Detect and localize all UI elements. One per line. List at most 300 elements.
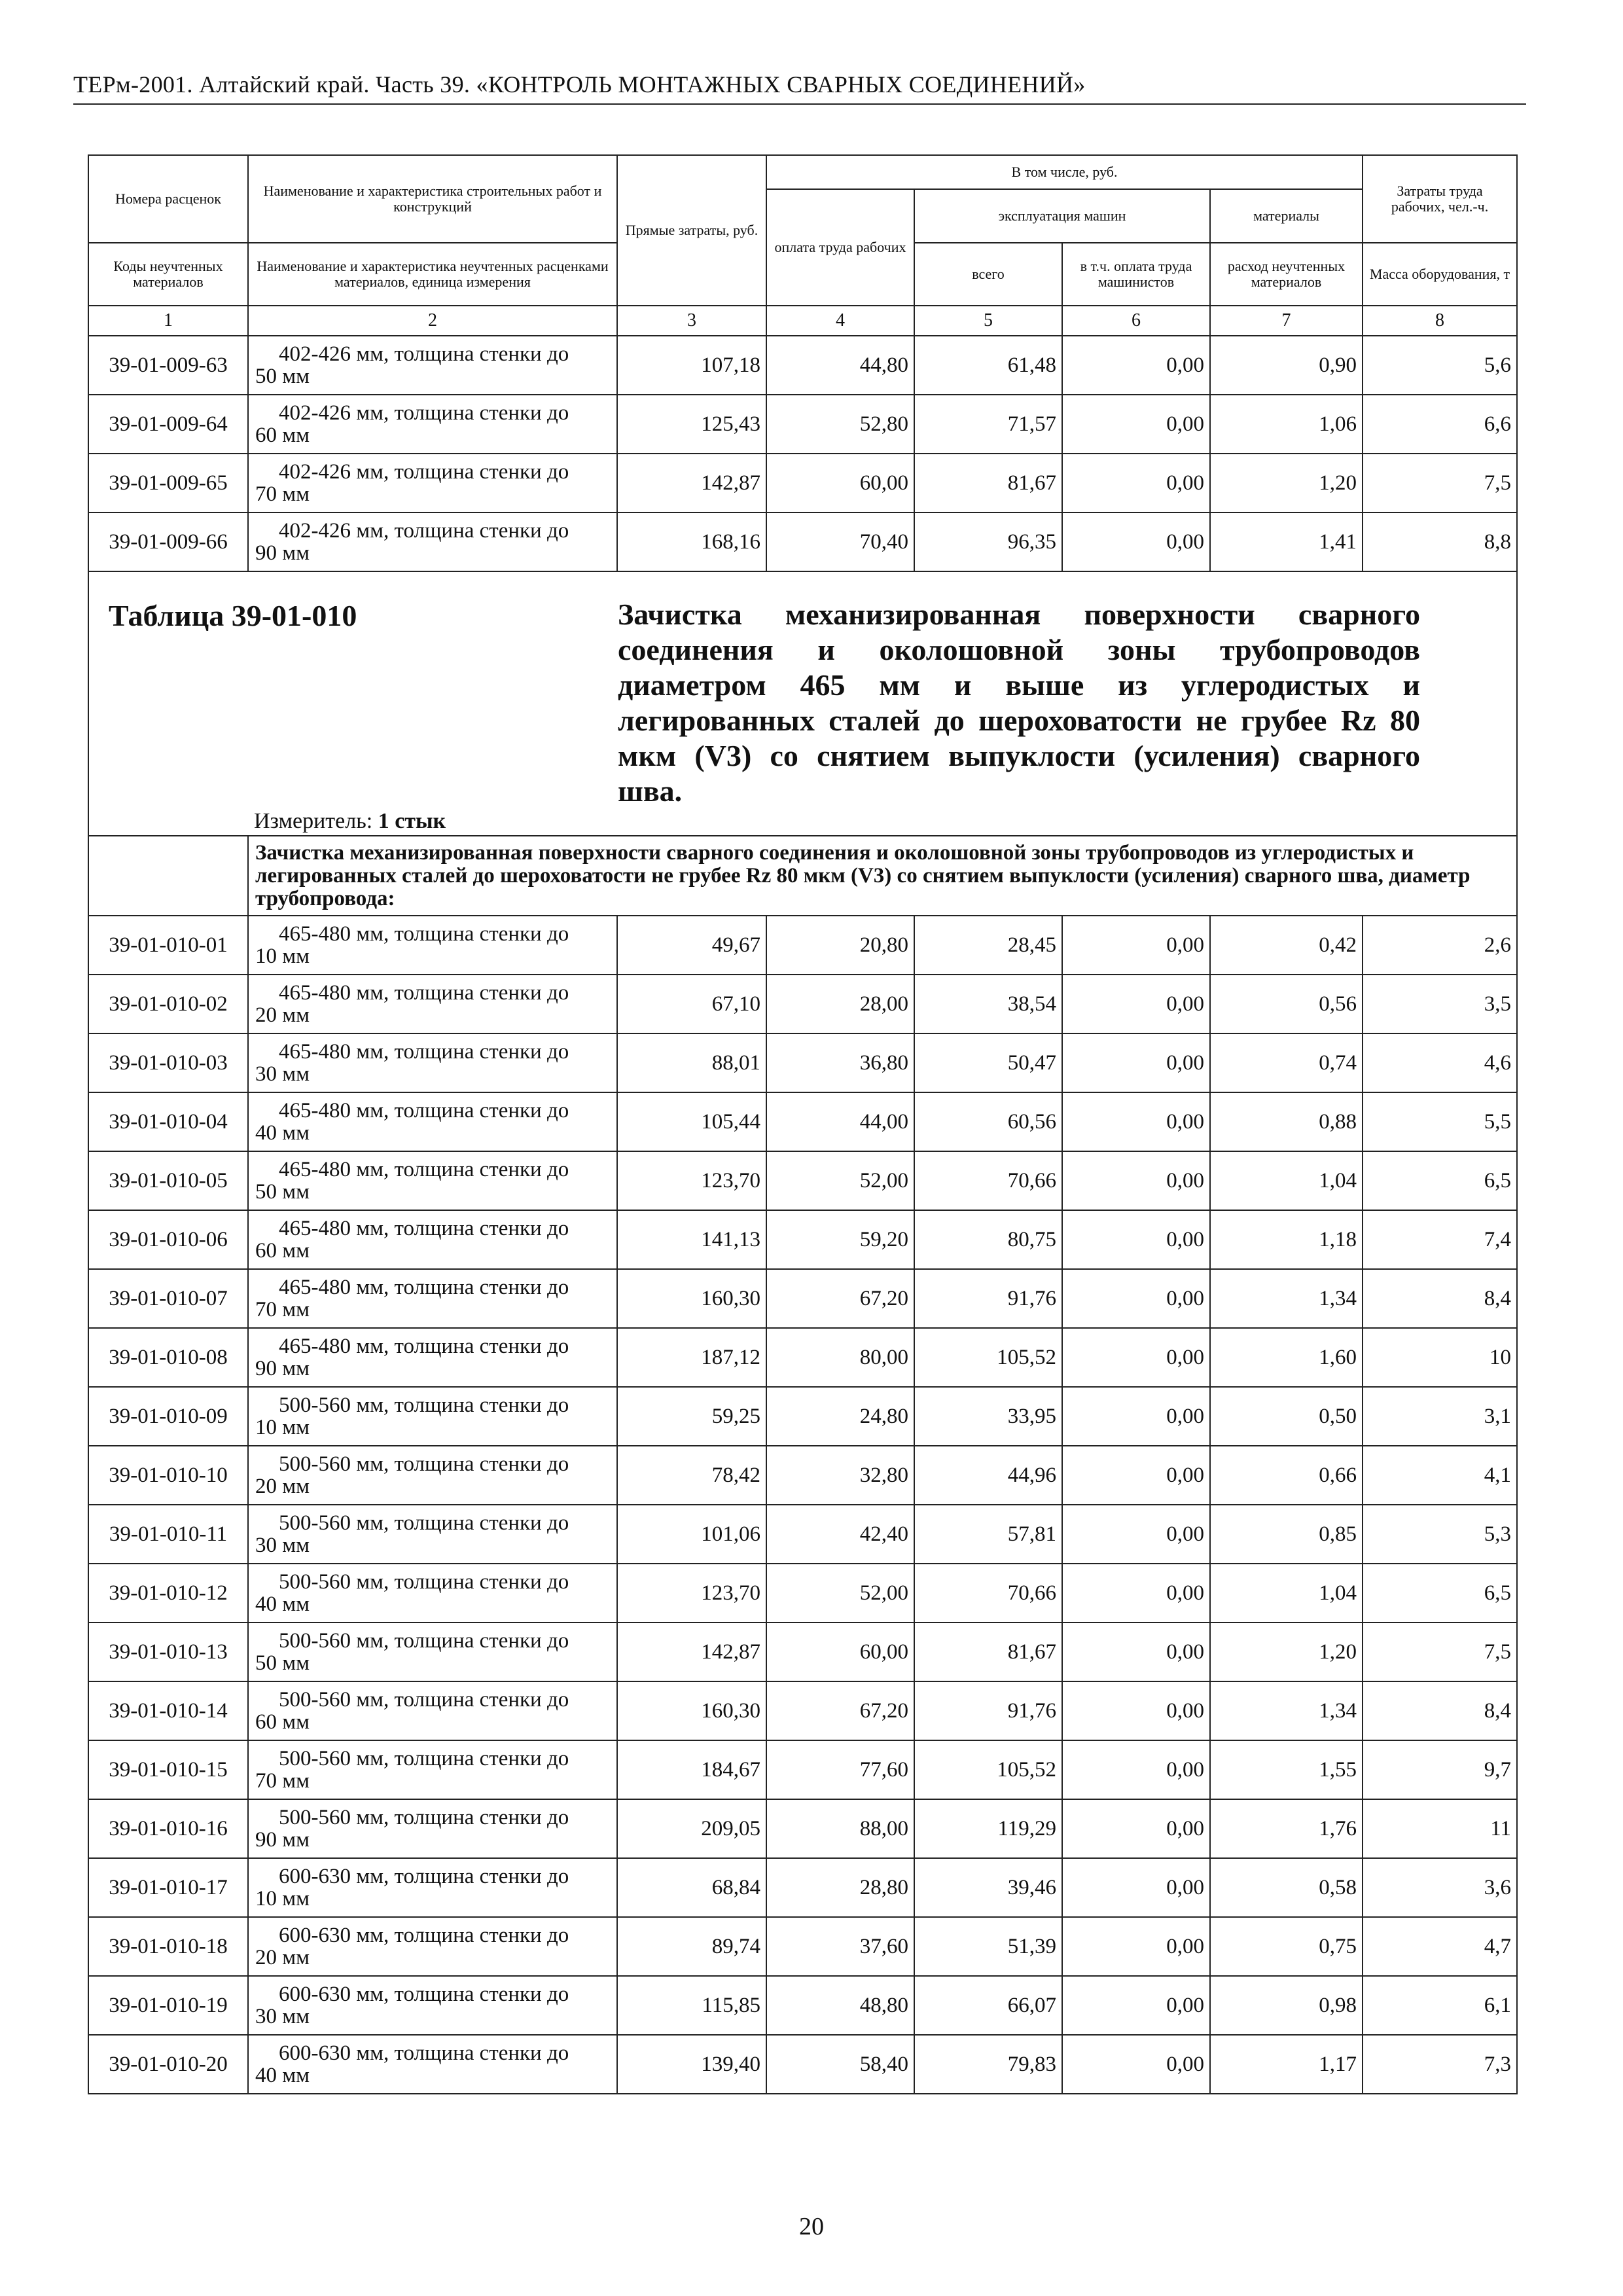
value-cell: 70,66	[914, 1151, 1062, 1210]
work-description	[248, 1033, 617, 1092]
value-cell: 5,3	[1363, 1505, 1517, 1564]
col-header-massa: Масса оборудования, т	[1363, 243, 1517, 306]
value-cell: 0,00	[1062, 2035, 1210, 2094]
value-cell: 2,6	[1363, 916, 1517, 975]
value-cell: 80,75	[914, 1210, 1062, 1269]
value-cell: 1,20	[1210, 454, 1363, 512]
value-cell: 125,43	[617, 395, 766, 454]
value-cell: 1,55	[1210, 1740, 1363, 1799]
table-description: Зачистка механизированная поверхности сварного соединения и околошовной зоны трубопроводов диаметром 465 мм и выше из углеродистых и легированных сталей до шероховатости не грубее Rz 80 мкм (V3) со снятием выпуклости (усиления) сварного шва.	[618, 598, 1420, 808]
header-row-1	[88, 155, 1517, 189]
value-cell: 52,00	[766, 1564, 914, 1623]
value-cell: 37,60	[766, 1917, 914, 1976]
value-cell: 0,74	[1210, 1033, 1363, 1092]
value-cell: 187,12	[617, 1328, 766, 1387]
rate-code: 39-01-010-05	[88, 1151, 248, 1210]
value-cell: 0,88	[1210, 1092, 1363, 1151]
value-cell: 0,00	[1062, 1976, 1210, 2035]
value-cell: 1,17	[1210, 2035, 1363, 2094]
description-line-2: 90 мм	[255, 541, 310, 565]
rate-code: 39-01-009-64	[88, 395, 248, 454]
rate-code: 39-01-010-17	[88, 1858, 248, 1917]
work-description	[248, 1269, 617, 1328]
work-description	[248, 1858, 617, 1917]
description-line-1: 465-480 мм, толщина стенки до	[279, 1276, 569, 1299]
value-cell: 88,00	[766, 1799, 914, 1858]
value-cell: 39,46	[914, 1858, 1062, 1917]
value-cell: 4,7	[1363, 1917, 1517, 1976]
value-cell: 89,74	[617, 1917, 766, 1976]
value-cell: 68,84	[617, 1858, 766, 1917]
value-cell: 209,05	[617, 1799, 766, 1858]
value-cell: 0,00	[1062, 1092, 1210, 1151]
value-cell: 7,4	[1363, 1210, 1517, 1269]
col-header-materialy: материалы	[1210, 189, 1363, 243]
description-line-2: 10 мм	[255, 1416, 310, 1439]
empty-cell	[88, 836, 248, 916]
table-row	[88, 1446, 1517, 1505]
value-cell: 168,16	[617, 512, 766, 571]
value-cell: 7,3	[1363, 2035, 1517, 2094]
value-cell: 8,8	[1363, 512, 1517, 571]
table-row	[88, 1505, 1517, 1564]
description-line-2: 60 мм	[255, 1710, 310, 1734]
value-cell: 184,67	[617, 1740, 766, 1799]
unit-of-measure	[254, 809, 446, 834]
value-cell: 0,00	[1062, 1917, 1210, 1976]
value-cell: 60,56	[914, 1092, 1062, 1151]
table-title-block	[88, 571, 1517, 836]
price-table	[88, 154, 1518, 2094]
value-cell: 42,40	[766, 1505, 914, 1564]
description-line-2: 90 мм	[255, 1828, 310, 1852]
value-cell: 28,45	[914, 916, 1062, 975]
rate-code: 39-01-009-63	[88, 336, 248, 395]
description-line-2: 90 мм	[255, 1357, 310, 1380]
value-cell: 52,00	[766, 1151, 914, 1210]
value-cell: 88,01	[617, 1033, 766, 1092]
description-line-2: 40 мм	[255, 2064, 310, 2087]
table-row	[88, 336, 1517, 395]
value-cell: 5,6	[1363, 336, 1517, 395]
work-description	[248, 1446, 617, 1505]
table-row	[88, 975, 1517, 1033]
description-line-2: 30 мм	[255, 1062, 310, 1086]
work-description	[248, 454, 617, 512]
value-cell: 0,00	[1062, 1210, 1210, 1269]
col-number: 4	[766, 306, 914, 336]
value-cell: 4,6	[1363, 1033, 1517, 1092]
value-cell: 0,85	[1210, 1505, 1363, 1564]
value-cell: 0,00	[1062, 1799, 1210, 1858]
value-cell: 6,5	[1363, 1151, 1517, 1210]
value-cell: 8,4	[1363, 1681, 1517, 1740]
work-description	[248, 916, 617, 975]
value-cell: 1,34	[1210, 1681, 1363, 1740]
value-cell: 3,1	[1363, 1387, 1517, 1446]
description-line-1: 500-560 мм, толщина стенки до	[279, 1452, 569, 1476]
description-line-1: 465-480 мм, толщина стенки до	[279, 1335, 569, 1358]
work-description	[248, 1092, 617, 1151]
description-line-2: 20 мм	[255, 1946, 310, 1969]
description-line-1: 465-480 мм, толщина стенки до	[279, 1099, 569, 1122]
value-cell: 1,04	[1210, 1151, 1363, 1210]
col-header-naimenovanie: Наименование и характеристика строительных работ и конструкций	[248, 155, 617, 243]
table-row	[88, 1269, 1517, 1328]
table-row	[88, 1976, 1517, 2035]
description-line-1: 402-426 мм, толщина стенки до	[279, 460, 569, 484]
value-cell: 5,5	[1363, 1092, 1517, 1151]
table-row	[88, 1799, 1517, 1858]
value-cell: 70,40	[766, 512, 914, 571]
value-cell: 0,90	[1210, 336, 1363, 395]
rate-code: 39-01-010-12	[88, 1564, 248, 1623]
value-cell: 96,35	[914, 512, 1062, 571]
description-line-2: 10 мм	[255, 944, 310, 968]
page-number: 20	[799, 2213, 824, 2240]
value-cell: 50,47	[914, 1033, 1062, 1092]
value-cell: 9,7	[1363, 1740, 1517, 1799]
description-line-2: 10 мм	[255, 1887, 310, 1910]
value-cell: 28,00	[766, 975, 914, 1033]
value-cell: 0,00	[1062, 395, 1210, 454]
value-cell: 0,00	[1062, 1328, 1210, 1387]
value-cell: 0,98	[1210, 1976, 1363, 2035]
value-cell: 0,00	[1062, 1505, 1210, 1564]
value-cell: 38,54	[914, 975, 1062, 1033]
col-number: 7	[1210, 306, 1363, 336]
rate-code: 39-01-010-18	[88, 1917, 248, 1976]
value-cell: 160,30	[617, 1681, 766, 1740]
work-description	[248, 1564, 617, 1623]
col-number: 2	[248, 306, 617, 336]
value-cell: 119,29	[914, 1799, 1062, 1858]
col-header-oplata: оплата труда рабочих	[766, 189, 914, 306]
col-number: 8	[1363, 306, 1517, 336]
value-cell: 1,04	[1210, 1564, 1363, 1623]
value-cell: 105,52	[914, 1328, 1062, 1387]
section-row	[88, 836, 1517, 916]
table-row	[88, 1740, 1517, 1799]
value-cell: 1,34	[1210, 1269, 1363, 1328]
description-line-1: 465-480 мм, толщина стенки до	[279, 981, 569, 1005]
description-line-2: 70 мм	[255, 1298, 310, 1321]
value-cell: 81,67	[914, 454, 1062, 512]
value-cell: 101,06	[617, 1505, 766, 1564]
rate-code: 39-01-010-06	[88, 1210, 248, 1269]
value-cell: 81,67	[914, 1623, 1062, 1681]
table-row	[88, 1210, 1517, 1269]
table-row	[88, 1033, 1517, 1092]
value-cell: 160,30	[617, 1269, 766, 1328]
value-cell: 0,56	[1210, 975, 1363, 1033]
description-line-1: 500-560 мм, толщина стенки до	[279, 1629, 569, 1653]
rate-code: 39-01-010-02	[88, 975, 248, 1033]
rate-code: 39-01-010-19	[88, 1976, 248, 2035]
description-line-1: 402-426 мм, толщина стенки до	[279, 342, 569, 366]
value-cell: 0,00	[1062, 1681, 1210, 1740]
value-cell: 0,00	[1062, 1564, 1210, 1623]
rate-code: 39-01-009-66	[88, 512, 248, 571]
section-title: Зачистка механизированная поверхности сварного соединения и околошовной зоны трубопроводов из углеродистых и легированных сталей до шероховатости не грубее Rz 80 мкм (V3) со снятием выпуклости (усиления) сварного шва, диаметр трубопровода:	[248, 836, 1517, 916]
value-cell: 0,00	[1062, 1446, 1210, 1505]
rate-code: 39-01-010-08	[88, 1328, 248, 1387]
value-cell: 0,75	[1210, 1917, 1363, 1976]
table-row	[88, 916, 1517, 975]
description-line-2: 30 мм	[255, 1534, 310, 1557]
work-description	[248, 512, 617, 571]
value-cell: 107,18	[617, 336, 766, 395]
table-title-row	[88, 571, 1517, 836]
value-cell: 60,00	[766, 1623, 914, 1681]
value-cell: 141,13	[617, 1210, 766, 1269]
value-cell: 52,80	[766, 395, 914, 454]
col-header-v-tom-chisle: В том числе, руб.	[766, 155, 1363, 189]
col-number: 1	[88, 306, 248, 336]
value-cell: 115,85	[617, 1976, 766, 2035]
value-cell: 91,76	[914, 1269, 1062, 1328]
value-cell: 44,96	[914, 1446, 1062, 1505]
value-cell: 59,25	[617, 1387, 766, 1446]
value-cell: 32,80	[766, 1446, 914, 1505]
value-cell: 36,80	[766, 1033, 914, 1092]
value-cell: 77,60	[766, 1740, 914, 1799]
description-line-1: 500-560 мм, толщина стенки до	[279, 1393, 569, 1417]
value-cell: 0,00	[1062, 454, 1210, 512]
value-cell: 48,80	[766, 1976, 914, 2035]
value-cell: 20,80	[766, 916, 914, 975]
value-cell: 0,66	[1210, 1446, 1363, 1505]
value-cell: 78,42	[617, 1446, 766, 1505]
value-cell: 71,57	[914, 395, 1062, 454]
col-header-kody: Коды неучтенных материалов	[88, 243, 248, 306]
value-cell: 105,44	[617, 1092, 766, 1151]
work-description	[248, 1917, 617, 1976]
value-cell: 1,18	[1210, 1210, 1363, 1269]
work-description	[248, 1976, 617, 2035]
value-cell: 142,87	[617, 1623, 766, 1681]
rate-code: 39-01-010-04	[88, 1092, 248, 1151]
table-row	[88, 1151, 1517, 1210]
table-row	[88, 1092, 1517, 1151]
description-line-1: 500-560 мм, толщина стенки до	[279, 1511, 569, 1535]
work-description	[248, 1623, 617, 1681]
table-row	[88, 1681, 1517, 1740]
work-description	[248, 1681, 617, 1740]
value-cell: 0,00	[1062, 512, 1210, 571]
description-line-1: 465-480 мм, толщина стенки до	[279, 1158, 569, 1181]
description-line-2: 50 мм	[255, 365, 310, 388]
work-description	[248, 336, 617, 395]
description-line-1: 600-630 мм, толщина стенки до	[279, 1865, 569, 1888]
value-cell: 123,70	[617, 1564, 766, 1623]
description-line-2: 60 мм	[255, 423, 310, 447]
value-cell: 1,76	[1210, 1799, 1363, 1858]
value-cell: 105,52	[914, 1740, 1062, 1799]
description-line-2: 40 мм	[255, 1592, 310, 1616]
work-description	[248, 1799, 617, 1858]
col-header-ekspluatatsiya: эксплуатация машин	[914, 189, 1210, 243]
value-cell: 28,80	[766, 1858, 914, 1917]
value-cell: 6,6	[1363, 395, 1517, 454]
value-cell: 59,20	[766, 1210, 914, 1269]
value-cell: 67,20	[766, 1681, 914, 1740]
value-cell: 0,00	[1062, 1387, 1210, 1446]
col-header-pryamye: Прямые затраты, руб.	[617, 155, 766, 306]
table-row	[88, 1328, 1517, 1387]
rate-code: 39-01-010-20	[88, 2035, 248, 2094]
value-cell: 142,87	[617, 454, 766, 512]
value-cell: 70,66	[914, 1564, 1062, 1623]
value-cell: 0,00	[1062, 336, 1210, 395]
col-number: 5	[914, 306, 1062, 336]
value-cell: 0,00	[1062, 1033, 1210, 1092]
value-cell: 139,40	[617, 2035, 766, 2094]
value-cell: 67,10	[617, 975, 766, 1033]
value-cell: 0,00	[1062, 1269, 1210, 1328]
value-cell: 0,00	[1062, 1740, 1210, 1799]
description-line-1: 465-480 мм, толщина стенки до	[279, 1040, 569, 1064]
description-line-1: 500-560 мм, толщина стенки до	[279, 1806, 569, 1829]
table-row	[88, 1858, 1517, 1917]
description-line-1: 500-560 мм, толщина стенки до	[279, 1570, 569, 1594]
value-cell: 6,5	[1363, 1564, 1517, 1623]
value-cell: 7,5	[1363, 454, 1517, 512]
rate-code: 39-01-010-01	[88, 916, 248, 975]
value-cell: 1,06	[1210, 395, 1363, 454]
value-cell: 8,4	[1363, 1269, 1517, 1328]
col-header-v-tch: в т.ч. оплата труда машинистов	[1062, 243, 1210, 306]
value-cell: 7,5	[1363, 1623, 1517, 1681]
value-cell: 1,20	[1210, 1623, 1363, 1681]
value-cell: 51,39	[914, 1917, 1062, 1976]
rate-code: 39-01-010-13	[88, 1623, 248, 1681]
description-line-2: 20 мм	[255, 1475, 310, 1498]
value-cell: 60,00	[766, 454, 914, 512]
value-cell: 6,1	[1363, 1976, 1517, 2035]
description-line-1: 500-560 мм, толщина стенки до	[279, 1747, 569, 1770]
value-cell: 0,00	[1062, 975, 1210, 1033]
value-cell: 11	[1363, 1799, 1517, 1858]
work-description	[248, 2035, 617, 2094]
col-header-naimenovanie2: Наименование и характеристика неучтенных расценками материалов, единица измерения	[248, 243, 617, 306]
work-description	[248, 975, 617, 1033]
rate-code: 39-01-010-09	[88, 1387, 248, 1446]
value-cell: 0,00	[1062, 1623, 1210, 1681]
table-row	[88, 2035, 1517, 2094]
work-description	[248, 1151, 617, 1210]
value-cell: 58,40	[766, 2035, 914, 2094]
value-cell: 0,58	[1210, 1858, 1363, 1917]
rate-code: 39-01-010-07	[88, 1269, 248, 1328]
rate-code: 39-01-010-15	[88, 1740, 248, 1799]
value-cell: 67,20	[766, 1269, 914, 1328]
value-cell: 1,41	[1210, 512, 1363, 571]
table-row	[88, 454, 1517, 512]
col-header-raskhod: расход неучтенных материалов	[1210, 243, 1363, 306]
column-number-row	[88, 306, 1517, 336]
description-line-2: 30 мм	[255, 2005, 310, 2028]
rate-code: 39-01-010-03	[88, 1033, 248, 1092]
description-line-1: 402-426 мм, толщина стенки до	[279, 401, 569, 425]
description-line-2: 50 мм	[255, 1651, 310, 1675]
value-cell: 57,81	[914, 1505, 1062, 1564]
description-line-2: 20 мм	[255, 1003, 310, 1027]
work-description	[248, 1387, 617, 1446]
table-row	[88, 512, 1517, 571]
page-header: ТЕРм-2001. Алтайский край. Часть 39. «КОНТРОЛЬ МОНТАЖНЫХ СВАРНЫХ СОЕДИНЕНИЙ»	[73, 71, 1526, 105]
value-cell: 3,6	[1363, 1858, 1517, 1917]
description-line-2: 70 мм	[255, 1769, 310, 1793]
value-cell: 0,00	[1062, 1151, 1210, 1210]
table-row	[88, 395, 1517, 454]
value-cell: 44,80	[766, 336, 914, 395]
description-line-2: 70 мм	[255, 482, 310, 506]
table-row	[88, 1387, 1517, 1446]
value-cell: 79,83	[914, 2035, 1062, 2094]
table-row	[88, 1623, 1517, 1681]
value-cell: 66,07	[914, 1976, 1062, 2035]
value-cell: 10	[1363, 1328, 1517, 1387]
col-header-nomera: Номера расценок	[88, 155, 248, 243]
value-cell: 91,76	[914, 1681, 1062, 1740]
rate-code: 39-01-010-14	[88, 1681, 248, 1740]
unit-label: Измеритель:	[254, 809, 373, 833]
col-header-zatraty: Затраты труда рабочих, чел.-ч.	[1363, 155, 1517, 243]
value-cell: 1,60	[1210, 1328, 1363, 1387]
value-cell: 3,5	[1363, 975, 1517, 1033]
value-cell: 24,80	[766, 1387, 914, 1446]
description-line-2: 50 мм	[255, 1180, 310, 1204]
description-line-1: 402-426 мм, толщина стенки до	[279, 519, 569, 543]
work-description	[248, 1328, 617, 1387]
col-number: 3	[617, 306, 766, 336]
work-description	[248, 1740, 617, 1799]
description-line-2: 60 мм	[255, 1239, 310, 1263]
description-line-1: 600-630 мм, толщина стенки до	[279, 1924, 569, 1947]
work-description	[248, 395, 617, 454]
value-cell: 123,70	[617, 1151, 766, 1210]
value-cell: 0,00	[1062, 916, 1210, 975]
value-cell: 44,00	[766, 1092, 914, 1151]
description-line-1: 465-480 мм, толщина стенки до	[279, 1217, 569, 1240]
rate-code: 39-01-010-16	[88, 1799, 248, 1858]
description-line-1: 600-630 мм, толщина стенки до	[279, 1982, 569, 2006]
value-cell: 61,48	[914, 336, 1062, 395]
description-line-1: 465-480 мм, толщина стенки до	[279, 922, 569, 946]
table-code: Таблица 39-01-010	[109, 599, 357, 632]
unit-value: 1 стык	[378, 809, 446, 833]
table-row	[88, 1917, 1517, 1976]
description-line-2: 40 мм	[255, 1121, 310, 1145]
work-description	[248, 1505, 617, 1564]
table-row	[88, 1564, 1517, 1623]
rate-code: 39-01-010-11	[88, 1505, 248, 1564]
work-description	[248, 1210, 617, 1269]
col-number: 6	[1062, 306, 1210, 336]
value-cell: 33,95	[914, 1387, 1062, 1446]
value-cell: 4,1	[1363, 1446, 1517, 1505]
value-cell: 0,42	[1210, 916, 1363, 975]
rate-code: 39-01-009-65	[88, 454, 248, 512]
description-line-1: 500-560 мм, толщина стенки до	[279, 1688, 569, 1712]
value-cell: 49,67	[617, 916, 766, 975]
col-header-vsego: всего	[914, 243, 1062, 306]
description-line-1: 600-630 мм, толщина стенки до	[279, 2041, 569, 2065]
rate-code: 39-01-010-10	[88, 1446, 248, 1505]
value-cell: 0,50	[1210, 1387, 1363, 1446]
value-cell: 0,00	[1062, 1858, 1210, 1917]
